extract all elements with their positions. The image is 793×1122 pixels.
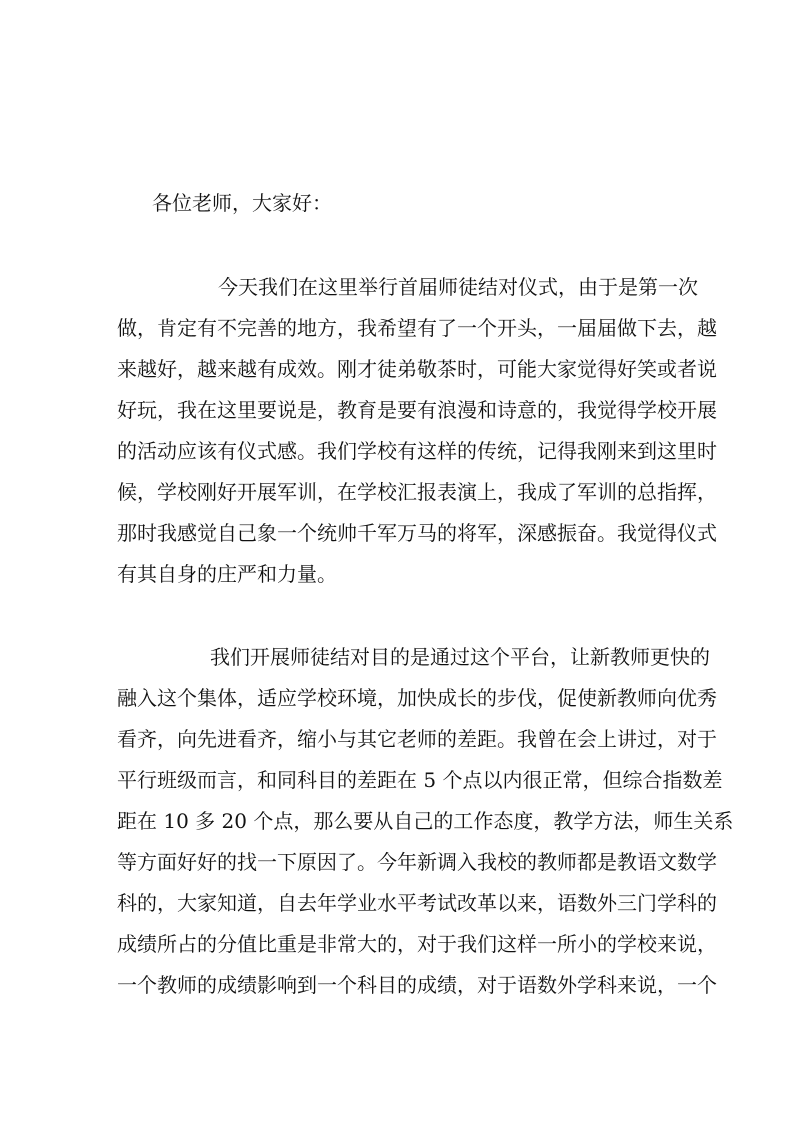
paragraph-line: 成绩所占的分值比重是非常大的，对于我们这样一所小的学校来说， bbox=[117, 932, 717, 956]
greeting: 各位老师，大家好： bbox=[152, 191, 332, 215]
paragraph-line: 候，学校刚好开展军训，在学校汇报表演上，我成了军训的总指挥， bbox=[117, 480, 717, 504]
paragraph-line: 今天我们在这里举行首届师徒结对仪式，由于是第一次 bbox=[218, 275, 698, 299]
paragraph-line: 我们开展师徒结对目的是通过这个平台，让新教师更快的 bbox=[210, 645, 710, 669]
paragraph-line: 那时我感觉自己象一个统帅千军万马的将军，深感振奋。我觉得仪式 bbox=[117, 521, 717, 545]
paragraph-line: 做，肯定有不完善的地方，我希望有了一个开头，一届届做下去，越 bbox=[117, 316, 717, 340]
paragraph-line: 科的，大家知道，自去年学业水平考试改革以来，语数外三门学科的 bbox=[117, 891, 717, 915]
paragraph-line: 看齐，向先进看齐，缩小与其它老师的差距。我曾在会上讲过，对于 bbox=[117, 727, 717, 751]
paragraph-line: 有其自身的庄严和力量。 bbox=[117, 562, 337, 586]
paragraph-line: 平行班级而言，和同科目的差距在 5 个点以内很正常，但综合指数差 bbox=[117, 768, 723, 792]
paragraph-line: 距在 10 多 20 个点，那么要从自己的工作态度，教学方法，师生关系 bbox=[117, 809, 734, 833]
paragraph-line: 来越好，越来越有成效。刚才徒弟敬茶时，可能大家觉得好笑或者说 bbox=[117, 357, 717, 381]
paragraph-line: 好玩，我在这里要说是，教育是要有浪漫和诗意的，我觉得学校开展 bbox=[117, 398, 717, 422]
paragraph-line: 的活动应该有仪式感。我们学校有这样的传统，记得我刚来到这里时 bbox=[117, 439, 717, 463]
paragraph-line: 一个教师的成绩影响到一个科目的成绩，对于语数外学科来说，一个 bbox=[117, 973, 717, 997]
paragraph-line: 等方面好好的找一下原因了。今年新调入我校的教师都是教语文数学 bbox=[117, 850, 717, 874]
paragraph-line: 融入这个集体，适应学校环境，加快成长的步伐，促使新教师向优秀 bbox=[117, 686, 717, 710]
